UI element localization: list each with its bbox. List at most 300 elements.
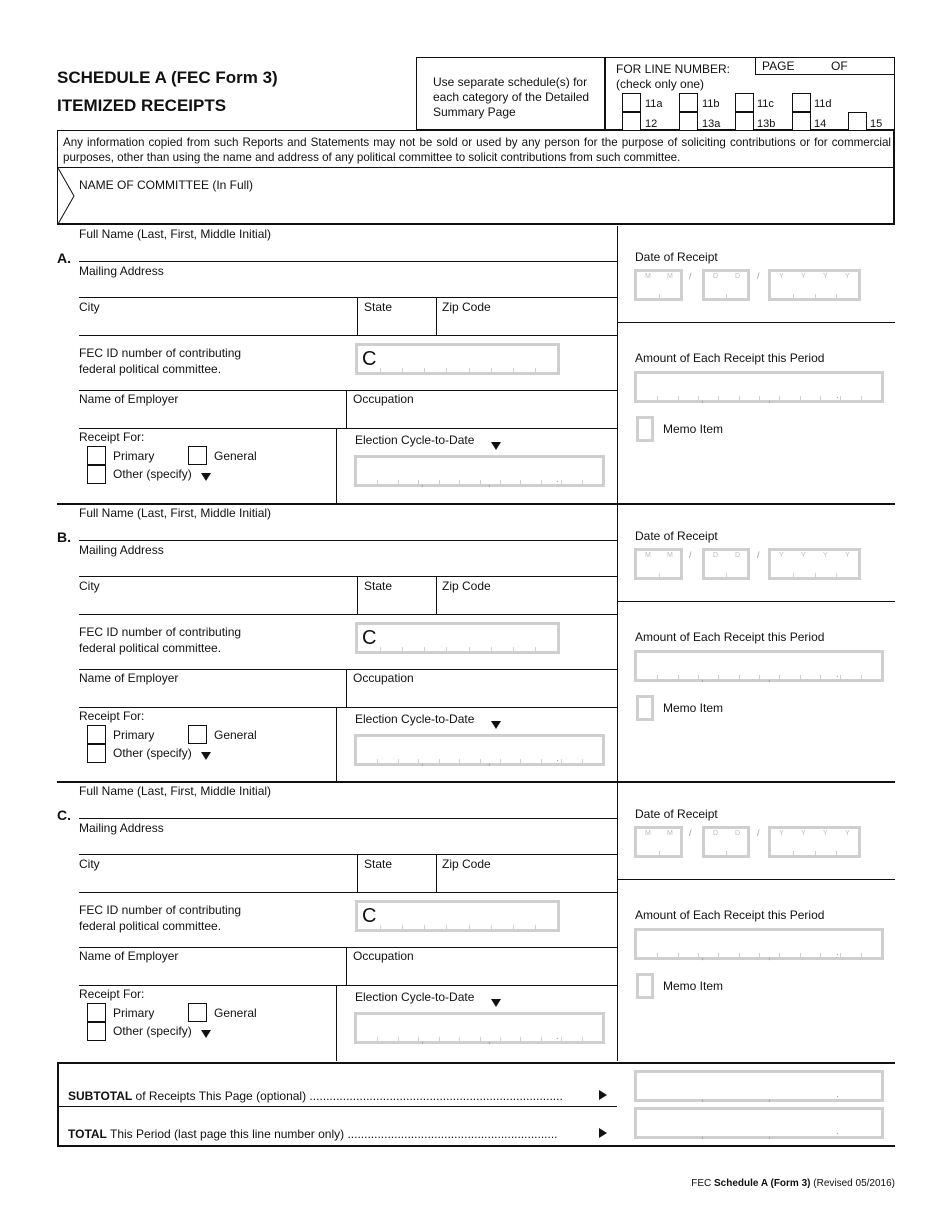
field-tick	[726, 294, 727, 298]
election-cycle-amount-field[interactable]	[354, 455, 605, 487]
date-placeholder: Y	[779, 273, 784, 280]
primary-label: Primary	[113, 728, 155, 742]
other-specify-label: Other (specify)	[113, 1024, 192, 1038]
field-tick	[582, 759, 583, 763]
employer-line[interactable]	[79, 428, 617, 429]
date-month-field[interactable]	[634, 269, 683, 301]
field-tick	[657, 953, 658, 957]
field-tick	[678, 675, 679, 679]
full-name-line[interactable]	[79, 818, 617, 819]
field-tick	[402, 925, 403, 929]
fec-id-field[interactable]	[355, 900, 560, 932]
amount-decimal: .	[836, 390, 839, 401]
general-label: General	[214, 728, 257, 742]
line-11c-checkbox[interactable]	[735, 93, 754, 112]
field-tick	[840, 675, 841, 679]
field-tick	[377, 1037, 378, 1041]
fec-id-line	[79, 947, 617, 948]
election-cycle-arrow-icon	[491, 999, 501, 1007]
amount-decimal: .	[556, 474, 559, 485]
employer-occupation-divider	[346, 669, 347, 707]
other-checkbox[interactable]	[87, 1022, 106, 1041]
page-label: PAGE	[762, 59, 795, 73]
employer-label: Name of Employer	[79, 392, 179, 406]
city-state-divider	[357, 854, 358, 892]
date-amount-divider	[617, 879, 895, 880]
date-placeholder: D	[713, 552, 719, 559]
amount-decimal: .	[556, 753, 559, 764]
mailing-address-line[interactable]	[79, 854, 617, 855]
field-tick	[380, 925, 381, 929]
field-tick	[439, 1037, 440, 1041]
city-state-divider	[357, 576, 358, 614]
field-tick	[698, 675, 699, 679]
total-amount-field[interactable]	[634, 1107, 884, 1139]
committee-name-label: NAME OF COMMITTEE (In Full)	[79, 178, 253, 192]
field-tick	[820, 396, 821, 400]
fec-id-prefix: C	[362, 905, 377, 927]
receipt-for-label: Receipt For:	[79, 987, 145, 1001]
other-checkbox[interactable]	[87, 744, 106, 763]
field-tick	[377, 759, 378, 763]
primary-checkbox[interactable]	[87, 446, 106, 465]
receipt-amount-field[interactable]	[634, 371, 884, 403]
date-placeholder: Y	[845, 552, 850, 559]
amount-comma: ,	[701, 673, 704, 684]
amount-decimal: .	[836, 1089, 839, 1100]
entry-letter: A.	[57, 250, 71, 266]
employer-line[interactable]	[79, 707, 617, 708]
date-placeholder: D	[713, 830, 719, 837]
right-column-divider	[617, 226, 618, 504]
field-tick	[418, 480, 419, 484]
field-tick	[678, 953, 679, 957]
field-tick	[820, 675, 821, 679]
field-tick	[698, 953, 699, 957]
fec-id-prefix: C	[362, 627, 377, 649]
occupation-label: Occupation	[353, 671, 414, 685]
field-tick	[418, 759, 419, 763]
state-zip-divider	[436, 576, 437, 614]
mailing-address-label: Mailing Address	[79, 821, 164, 835]
mailing-address-line[interactable]	[79, 297, 617, 298]
zip-code-label: Zip Code	[442, 300, 491, 314]
election-cycle-label: Election Cycle-to-Date	[355, 990, 475, 1004]
date-of-receipt-label: Date of Receipt	[635, 807, 718, 821]
check-only-one: (check only one)	[616, 77, 705, 91]
election-cycle-label: Election Cycle-to-Date	[355, 712, 475, 726]
occupation-label: Occupation	[353, 392, 414, 406]
date-placeholder: Y	[801, 552, 806, 559]
field-tick	[491, 925, 492, 929]
line-14-label: 14	[814, 118, 827, 130]
full-name-line[interactable]	[79, 540, 617, 541]
fec-id-label: FEC ID number of contributing	[79, 625, 242, 639]
field-tick	[793, 294, 794, 298]
notice-divider	[57, 167, 895, 168]
date-placeholder: Y	[779, 830, 784, 837]
line-11b-checkbox[interactable]	[679, 93, 698, 112]
field-tick	[541, 759, 542, 763]
entry-top-rule	[57, 503, 895, 505]
date-placeholder: Y	[823, 552, 828, 559]
state-zip-divider	[436, 854, 437, 892]
field-tick	[561, 1037, 562, 1041]
field-tick	[459, 759, 460, 763]
amount-decimal: .	[836, 1126, 839, 1137]
general-label: General	[214, 1006, 257, 1020]
field-tick	[469, 368, 470, 372]
footer-revised: (Revised 05/2016)	[810, 1178, 895, 1189]
date-placeholder: Y	[845, 273, 850, 280]
field-tick	[759, 953, 760, 957]
amount-comma: ,	[768, 1093, 771, 1104]
amount-label: Amount of Each Receipt this Period	[635, 351, 825, 365]
date-year-field[interactable]	[768, 548, 861, 580]
state-label: State	[364, 300, 393, 314]
field-tick	[446, 925, 447, 929]
amount-comma: ,	[768, 673, 771, 684]
amount-comma: ,	[488, 757, 491, 768]
field-tick	[561, 480, 562, 484]
line-13a-label: 13a	[702, 118, 721, 130]
field-tick	[500, 759, 501, 763]
state-zip-divider	[436, 297, 437, 335]
field-tick	[424, 647, 425, 651]
totals-divider	[57, 1106, 617, 1107]
full-name-line[interactable]	[79, 261, 617, 262]
primary-label: Primary	[113, 1006, 155, 1020]
election-cycle-arrow-icon	[491, 721, 501, 729]
of-label: OF	[831, 59, 848, 73]
mailing-address-label: Mailing Address	[79, 264, 164, 278]
employer-occupation-divider	[346, 390, 347, 428]
field-tick	[535, 925, 536, 929]
entry-top-rule	[57, 781, 895, 783]
amount-decimal: .	[836, 947, 839, 958]
field-tick	[739, 396, 740, 400]
line-number-label: FOR LINE NUMBER:	[616, 62, 731, 76]
receipt-for-divider	[336, 428, 337, 504]
committee-chevron-icon	[57, 167, 77, 225]
schedule-title: SCHEDULE A (FEC Form 3)	[57, 68, 278, 87]
general-checkbox[interactable]	[188, 446, 207, 465]
field-tick	[459, 480, 460, 484]
fec-id-label-2: federal political committee.	[79, 362, 222, 376]
date-placeholder: M	[667, 552, 673, 559]
field-tick	[513, 647, 514, 651]
amount-decimal: .	[836, 669, 839, 680]
footer-prefix: FEC	[691, 1178, 714, 1189]
field-tick	[779, 396, 780, 400]
date-placeholder: M	[645, 830, 651, 837]
field-tick	[861, 953, 862, 957]
field-tick	[800, 953, 801, 957]
line-12-checkbox[interactable]	[622, 112, 641, 131]
field-tick	[446, 368, 447, 372]
election-cycle-amount-field[interactable]	[354, 1012, 605, 1044]
date-amount-divider	[617, 601, 895, 602]
field-tick	[800, 396, 801, 400]
field-tick	[815, 851, 816, 855]
full-name-label: Full Name (Last, First, Middle Initial)	[79, 227, 272, 241]
receipt-for-divider	[336, 985, 337, 1061]
date-year-field[interactable]	[768, 269, 861, 301]
field-tick	[678, 396, 679, 400]
date-separator: /	[757, 550, 760, 560]
date-placeholder: M	[667, 830, 673, 837]
amount-comma: ,	[701, 394, 704, 405]
election-cycle-amount-field[interactable]	[354, 734, 605, 766]
field-tick	[380, 368, 381, 372]
general-label: General	[214, 449, 257, 463]
date-placeholder: D	[713, 273, 719, 280]
amount-decimal: .	[556, 1031, 559, 1042]
employer-occupation-divider	[346, 947, 347, 985]
zip-code-label: Zip Code	[442, 579, 491, 593]
occupation-label: Occupation	[353, 949, 414, 963]
fec-id-label-2: federal political committee.	[79, 919, 222, 933]
fec-id-field[interactable]	[355, 343, 560, 375]
field-tick	[398, 759, 399, 763]
field-tick	[815, 573, 816, 577]
date-placeholder: Y	[845, 830, 850, 837]
date-placeholder: D	[735, 830, 741, 837]
field-tick	[469, 647, 470, 651]
primary-checkbox[interactable]	[87, 725, 106, 744]
field-tick	[439, 480, 440, 484]
field-tick	[469, 925, 470, 929]
amount-comma: ,	[421, 1035, 424, 1046]
right-column-divider	[617, 505, 618, 783]
full-name-label: Full Name (Last, First, Middle Initial)	[79, 784, 272, 798]
receipt-amount-field[interactable]	[634, 650, 884, 682]
field-tick	[561, 759, 562, 763]
field-tick	[698, 396, 699, 400]
other-arrow-icon	[201, 1030, 211, 1038]
subtotal-rest: of Receipts This Page (optional) ............................................................................	[132, 1089, 563, 1103]
field-tick	[535, 368, 536, 372]
line-11b-label: 11b	[702, 98, 720, 110]
field-tick	[836, 294, 837, 298]
fec-id-field[interactable]	[355, 622, 560, 654]
field-tick	[659, 573, 660, 577]
field-tick	[424, 368, 425, 372]
field-tick	[726, 573, 727, 577]
itemized-receipts-title: ITEMIZED RECEIPTS	[57, 96, 227, 115]
line-11d-checkbox[interactable]	[792, 93, 811, 112]
receipt-entry-b	[0, 505, 950, 785]
field-tick	[779, 953, 780, 957]
field-tick	[480, 759, 481, 763]
receipt-for-label: Receipt For:	[79, 709, 145, 723]
field-tick	[491, 647, 492, 651]
subtotal-bold: SUBTOTAL	[68, 1089, 133, 1103]
field-tick	[726, 851, 727, 855]
receipt-for-divider	[336, 707, 337, 783]
amount-label: Amount of Each Receipt this Period	[635, 908, 825, 922]
mailing-address-line[interactable]	[79, 576, 617, 577]
field-tick	[446, 647, 447, 651]
line-15-checkbox[interactable]	[848, 112, 867, 131]
field-tick	[793, 573, 794, 577]
total-bold: TOTAL	[68, 1127, 107, 1141]
field-tick	[861, 675, 862, 679]
field-tick	[759, 675, 760, 679]
field-tick	[840, 953, 841, 957]
date-separator: /	[757, 828, 760, 838]
city-line[interactable]	[79, 892, 617, 893]
memo-item-checkbox[interactable]	[636, 416, 654, 442]
field-tick	[418, 1037, 419, 1041]
mailing-address-label: Mailing Address	[79, 543, 164, 557]
memo-item-label: Memo Item	[663, 701, 724, 715]
field-tick	[500, 1037, 501, 1041]
subtotal-arrow-icon	[599, 1090, 607, 1100]
field-tick	[439, 759, 440, 763]
field-tick	[520, 480, 521, 484]
field-tick	[513, 368, 514, 372]
line-14-checkbox[interactable]	[792, 112, 811, 131]
other-arrow-icon	[201, 473, 211, 481]
zip-code-label: Zip Code	[442, 857, 491, 871]
line-15-label: 15	[870, 118, 883, 130]
election-cycle-arrow-icon	[491, 442, 501, 450]
date-placeholder: Y	[801, 830, 806, 837]
city-label: City	[79, 857, 100, 871]
memo-item-label: Memo Item	[663, 422, 724, 436]
amount-label: Amount of Each Receipt this Period	[635, 630, 825, 644]
line-12-label: 12	[645, 118, 658, 130]
receipt-amount-field[interactable]	[634, 928, 884, 960]
date-placeholder: M	[667, 273, 673, 280]
field-tick	[657, 675, 658, 679]
amount-comma: ,	[421, 757, 424, 768]
separate-schedule-note: Use separate schedule(s) for each category of the Detailed Summary Page	[433, 75, 590, 119]
other-specify-label: Other (specify)	[113, 467, 192, 481]
field-tick	[718, 396, 719, 400]
form-footer	[691, 1177, 895, 1191]
field-tick	[718, 675, 719, 679]
fec-id-label: FEC ID number of contributing	[79, 903, 242, 917]
employer-line[interactable]	[79, 985, 617, 986]
line-13b-checkbox[interactable]	[735, 112, 754, 131]
field-tick	[500, 480, 501, 484]
amount-comma: ,	[701, 951, 704, 962]
line-13a-checkbox[interactable]	[679, 112, 698, 131]
date-placeholder: M	[645, 552, 651, 559]
memo-item-checkbox[interactable]	[636, 973, 654, 999]
field-tick	[800, 675, 801, 679]
field-tick	[380, 647, 381, 651]
fec-id-line	[79, 390, 617, 391]
amount-comma: ,	[768, 1130, 771, 1141]
fec-id-label-2: federal political committee.	[79, 641, 222, 655]
amount-comma: ,	[488, 1035, 491, 1046]
date-separator: /	[689, 550, 692, 560]
city-line[interactable]	[79, 614, 617, 615]
field-tick	[402, 647, 403, 651]
line-11a-checkbox[interactable]	[622, 93, 641, 112]
line-11a-label: 11a	[645, 98, 663, 110]
date-month-field[interactable]	[634, 826, 683, 858]
fec-id-prefix: C	[362, 348, 377, 370]
field-tick	[377, 480, 378, 484]
notice-text: Any information copied from such Reports and Statements may not be sold or used by any person for the purpose of soliciting contributions or for commercial purposes, other than using the name and address of any political committee to solicit contributions from such committee.	[63, 136, 891, 164]
date-of-receipt-label: Date of Receipt	[635, 529, 718, 543]
receipt-entry-a	[0, 226, 950, 506]
amount-comma: ,	[768, 951, 771, 962]
field-tick	[836, 573, 837, 577]
receipt-entry-c	[0, 783, 950, 1063]
total-arrow-icon	[599, 1128, 607, 1138]
date-placeholder: Y	[823, 830, 828, 837]
full-name-label: Full Name (Last, First, Middle Initial)	[79, 506, 272, 520]
other-specify-label: Other (specify)	[113, 746, 192, 760]
footer-form: Schedule A (Form 3)	[714, 1178, 811, 1189]
field-tick	[541, 480, 542, 484]
field-tick	[657, 396, 658, 400]
amount-comma: ,	[768, 394, 771, 405]
field-tick	[793, 851, 794, 855]
field-tick	[820, 953, 821, 957]
date-month-field[interactable]	[634, 548, 683, 580]
field-tick	[779, 675, 780, 679]
field-tick	[840, 396, 841, 400]
state-label: State	[364, 579, 393, 593]
line-11c-label: 11c	[757, 98, 774, 110]
general-checkbox[interactable]	[188, 1003, 207, 1022]
city-label: City	[79, 579, 100, 593]
line-11d-label: 11d	[814, 98, 832, 110]
field-tick	[491, 368, 492, 372]
field-tick	[759, 396, 760, 400]
field-tick	[424, 925, 425, 929]
entry-letter: C.	[57, 807, 71, 823]
fec-id-line	[79, 669, 617, 670]
field-tick	[459, 1037, 460, 1041]
field-tick	[739, 675, 740, 679]
field-tick	[520, 1037, 521, 1041]
primary-checkbox[interactable]	[87, 1003, 106, 1022]
right-column-divider	[617, 783, 618, 1061]
memo-item-checkbox[interactable]	[636, 695, 654, 721]
field-tick	[815, 294, 816, 298]
city-line[interactable]	[79, 335, 617, 336]
field-tick	[535, 647, 536, 651]
field-tick	[582, 480, 583, 484]
employer-label: Name of Employer	[79, 949, 179, 963]
field-tick	[480, 1037, 481, 1041]
general-checkbox[interactable]	[188, 725, 207, 744]
field-tick	[480, 480, 481, 484]
date-year-field[interactable]	[768, 826, 861, 858]
subtotal-amount-field[interactable]	[634, 1070, 884, 1102]
memo-item-label: Memo Item	[663, 979, 724, 993]
field-tick	[659, 294, 660, 298]
field-tick	[861, 396, 862, 400]
date-day-field[interactable]	[702, 826, 750, 858]
date-day-field[interactable]	[702, 548, 750, 580]
other-checkbox[interactable]	[87, 465, 106, 484]
total-rest: This Period (last page this line number only) ...............................................................	[106, 1127, 558, 1141]
date-amount-divider	[617, 322, 895, 323]
field-tick	[659, 851, 660, 855]
election-cycle-label: Election Cycle-to-Date	[355, 433, 475, 447]
field-tick	[520, 759, 521, 763]
field-tick	[398, 1037, 399, 1041]
date-day-field[interactable]	[702, 269, 750, 301]
